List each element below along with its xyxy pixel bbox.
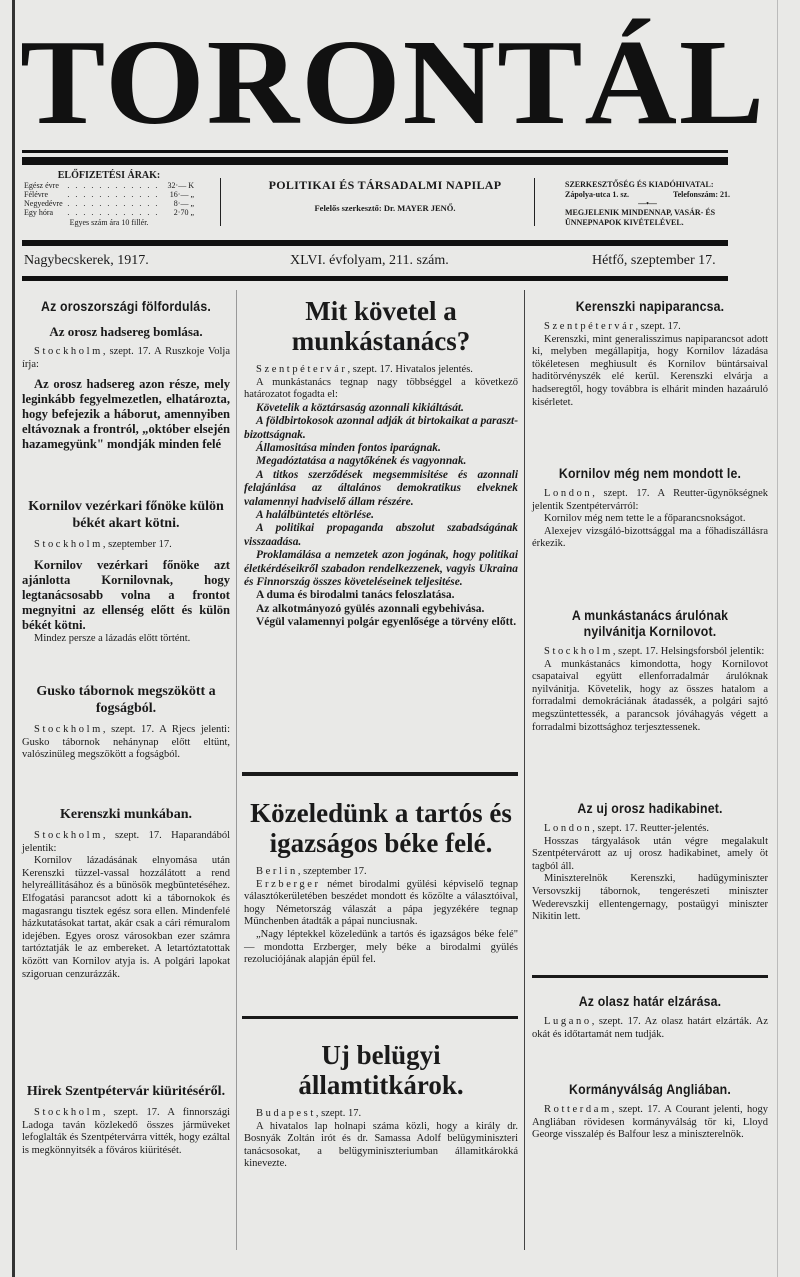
article-paragraph: [244, 603, 518, 616]
article-paragraph: [244, 1108, 518, 1121]
article-headline: Kornilov vezérkari főnöke külön békét akart kötni.: [28, 499, 224, 531]
dateline: Szentpétervár: [544, 321, 636, 332]
paragraph-text: , szept. 17.: [315, 1108, 362, 1119]
article-rule: [532, 975, 768, 978]
price-label: Egész évre: [24, 181, 59, 190]
price-label: Egy hóra: [24, 208, 54, 217]
article-headline: Uj belügyi államtitkárok.: [298, 1040, 464, 1100]
paragraph-text: , szeptember 17.: [297, 866, 367, 877]
article-paragraph: [244, 509, 518, 522]
dateline: London: [544, 823, 593, 834]
masthead-rule: [22, 150, 728, 153]
dateline: Rotterdam: [544, 1104, 612, 1115]
article: [532, 607, 768, 734]
article-paragraph: [244, 866, 518, 879]
paragraph-text: , szept. 17.: [635, 321, 681, 332]
leader-dots: . . . . . . . . . . . .: [67, 181, 160, 190]
price-value: 2·70 „: [173, 208, 194, 217]
page-edge: [12, 0, 15, 1277]
paragraph-text: , szept. 17. A Courant jelenti, hogy Angliában rövidesen kormányválság tör ki, Lloyd George visszalép és Balfour lesz a miniszterelnök.: [532, 1104, 768, 1141]
article-headline: Kerenszki munkában.: [60, 807, 192, 822]
article-paragraph: [244, 377, 518, 402]
prices-title: ELŐFIZETÉSI ÁRAK:: [57, 170, 161, 181]
price-row: [24, 199, 194, 208]
paragraph-text: , szept. 17. Haparandából jelentik:: [22, 830, 230, 854]
article-paragraph: [532, 488, 768, 513]
article-paragraph: [244, 929, 518, 967]
leader-dots: . . . . . . . . . . . .: [67, 208, 160, 217]
article: [22, 806, 230, 981]
article-paragraph: [244, 522, 518, 549]
paragraph-text: német birodalmi gyülési képviselő tegnap választókerületében beszédet mondott és közölte a választóival, hogy Németország válaszát a pápa jegyzékére tegnap Münchenben átadták a pápai nunciusnak.: [244, 878, 518, 928]
article-paragraph: [244, 402, 518, 415]
article-paragraph: [244, 549, 518, 589]
publication-schedule: MEGJELENIK MINDENNAP, VASÁR- ÉS ÜNNEPNAPOK KIVÉTELÉVEL.: [565, 208, 716, 227]
paragraph-text: A politikai propaganda abszolut szabadságának visszaadása.: [244, 522, 518, 548]
paragraph-text: A halálbüntetés eltörlése.: [256, 509, 375, 522]
article-headline: Kornilov még nem mondott le.: [558, 465, 742, 481]
paragraph-text: , szept. 17. Helsingsforsból jelentik:: [612, 646, 765, 657]
header-divider: [534, 178, 535, 226]
office-phone: Telefonszám: 21.: [672, 190, 730, 199]
issue-date: Hétfő, szeptember 17.: [592, 253, 716, 268]
paragraph-text: A titkos szerződések megsemmisitése és azonnali felajánlása az általános demokratikus elveknek valamennyi hadviselő állam részére.: [244, 468, 518, 508]
paragraph-text: Alexejev vizsgáló-bizottsággal ma a főhadiszállásra érkezik.: [532, 525, 768, 550]
dateline: Erzberger: [256, 878, 321, 890]
price-value: 16·— „: [169, 190, 194, 199]
paragraph-text: , szept. 17. Reutter-jelentés.: [592, 823, 709, 834]
article: [532, 993, 768, 1041]
article-paragraph: [532, 659, 768, 735]
article: [22, 1083, 230, 1157]
subscription-prices: [24, 170, 194, 228]
paragraph-text: Kornilov még nem tette le a főparancsnokságot.: [544, 513, 746, 525]
price-row: [24, 208, 194, 217]
paragraph-text: Megadóztatása a nagytőkének és vagyonnak.: [256, 455, 467, 468]
office-info: SZERKESZTŐSÉG ÉS KIADÓHIVATAL: Zápolya-utca 1. sz. Telefonszám: 21. —•— MEGJELENIK MINDENNAP, VASÁR- ÉS ÜNNEPNAPOK KIVÉTELÉVEL.: [565, 180, 730, 227]
article-paragraph: [22, 633, 230, 646]
article-headline: Hirek Szentpétervár kiüritéséről.: [26, 1084, 226, 1099]
article: [532, 465, 768, 551]
price-row: [24, 190, 194, 199]
article-paragraph: [244, 589, 518, 602]
paragraph-text: Kerenszki, mint generalisszimus napiparancsot adott ki, melyben megállapitja, hogy Kornilov lázadása tökéletesen meghiusult és Kornilov büntársaival haditörvényszék elé kerül. Kerenszki elvárja a hadseregtől, hogy továbbra is elhárit minden hazaáruló kisérletet.: [532, 333, 768, 408]
article-paragraph: [244, 469, 518, 509]
dateline: Berlin: [256, 866, 298, 877]
paragraph-text: Az alkotmányozó gyülés azonnali egybehivása.: [256, 602, 485, 615]
paragraph-text: , szept. 17. A Ruszkoje Volja írja:: [22, 346, 230, 370]
article-paragraph: [532, 873, 768, 923]
place-year: Nagybecskerek, 1917.: [24, 253, 149, 268]
dateline: Stockholm: [34, 346, 103, 357]
article-headline: Gusko tábornok megszökött a fogságból.: [36, 684, 216, 716]
leader-dots: . . . . . . . . . . . .: [67, 199, 160, 208]
dateline: Szentpétervár: [256, 364, 348, 375]
paragraph-text: Az orosz hadsereg azon része, mely leginkább fegyelmezetlen, elhatározta, hogy befejezik a háborut, amennyiben eltávoznak a frontról, „október elsején hazamegyünk" mondják minden felé: [22, 377, 230, 452]
article-paragraph: [22, 377, 230, 452]
price-row: [24, 181, 194, 190]
dateline: Stockholm: [34, 1107, 103, 1118]
article-headline: A munkástanács árulónak nyilvánitja Kornilovot.: [571, 607, 729, 639]
article-paragraph: [532, 526, 768, 551]
dateline: Stockholm: [34, 539, 103, 550]
header-divider: [220, 178, 221, 226]
article-paragraph: [22, 724, 230, 762]
article-paragraph: [532, 823, 768, 836]
paragraph-text: Államositása minden fontos iparágnak.: [256, 442, 441, 454]
article: [244, 798, 518, 967]
paragraph-text: A munkástanács kimondotta, hogy Kornilovot csapataival együtt ellenforradalmár árulóknak nyilvánitja. Követelik, hogy az összes hatalom a forradalmi demokráciának átadassék, a polgári sajtó megszüntettessék, a parancsok jóváhagyás végett a forradalmi bizottsághoz terjesztessenek.: [532, 658, 768, 733]
header-rule: [22, 240, 728, 246]
paragraph-text: Végül valamennyi polgár egyenlősége a törvény előtt.: [256, 616, 517, 629]
paragraph-text: A duma és birodalmi tanács feloszlatása.: [256, 589, 455, 602]
article: [22, 298, 230, 452]
price-value: 32·— K: [167, 181, 194, 190]
article: [22, 683, 230, 762]
header-rule-bottom: [22, 276, 728, 281]
article: [532, 800, 768, 924]
article-headline: Az olasz határ elzárása.: [578, 993, 722, 1009]
newspaper-subtitle: POLITIKAI ÉS TÁRSADALMI NAPILAP: [268, 178, 502, 192]
article-paragraph: [532, 646, 768, 659]
article-paragraph: [244, 415, 518, 442]
article: [244, 296, 518, 630]
single-issue-price: Egyes szám ára 10 fillér.: [69, 218, 149, 227]
article-paragraph: [22, 346, 230, 371]
article-paragraph: [22, 539, 230, 552]
volume-issue: XLVI. évfolyam, 211. szám.: [290, 253, 449, 268]
article-paragraph: [244, 455, 518, 468]
masthead-rule-thick: [22, 157, 728, 165]
paragraph-text: Követelik a köztársaság azonnali kikiáltását.: [256, 401, 464, 414]
column-divider: [236, 290, 237, 1250]
paragraph-text: Proklamálása a nemzetek azon jogának, hogy politikai életkérdéseikről szabadon rendelkezzenek, vagyis Ukraina és Finnország összes követeléseinek teljesitése.: [244, 549, 518, 589]
article: [532, 298, 768, 409]
article-rule: [242, 772, 518, 776]
paragraph-text: Kornilov lázadásának elnyomása után Kerenszki tüzzel-vassal hozzálátott a rend helyreállitásához és a bünösök megbüntetéséhez. Elfogatási parancsot adott ki a tábornokok és magasrangu tisztek egész sora ellen. Mindenfelé házkutatásokat tartat, akár csak a cári rémuralom idejében. Egyes orosz városokban ezer számra tartóztatják le az embereket. A letartóztatottak között van Kornilov atyja is. A polgári lapokat szigoruan cenzurázzák.: [22, 855, 230, 980]
article-paragraph: [22, 830, 230, 855]
paragraph-text: , szept. 17. A finnországi Ladoga taván közlekedő összes jármüveket lefoglalták és Szentpétervárra vitték, hogy ezáltal is megkönnyitsék a főváros kiüritését.: [22, 1107, 230, 1156]
office-address: Zápolya-utca 1. sz.: [565, 190, 629, 199]
paragraph-text: Mindez persze a lázadás előtt történt.: [34, 632, 191, 644]
price-value: 8·— „: [173, 199, 194, 208]
page-edge-right: [777, 0, 778, 1277]
paragraph-text: A munkástanács tegnap nagy többséggel a következő határozatot fogadta el:: [244, 376, 518, 401]
masthead-title: TORONTÁL: [20, 14, 767, 150]
article-subheadline: Az orosz hadsereg bomlása.: [49, 324, 203, 339]
dateline: Stockholm: [544, 646, 613, 657]
article-paragraph: [532, 321, 768, 334]
dateline: Budapest: [256, 1108, 316, 1119]
article: [244, 1040, 518, 1171]
article-paragraph: [244, 442, 518, 455]
article-headline: Közeledünk a tartós és igazságos béke felé.: [250, 798, 512, 858]
article-paragraph: [532, 836, 768, 874]
article-paragraph: [22, 855, 230, 981]
dateline: Lugano: [544, 1016, 592, 1027]
article-paragraph: [22, 1107, 230, 1157]
article-paragraph: [244, 364, 518, 377]
paragraph-text: , szept. 17. Az olasz határt elzárták. Az okát és időtartamát nem tudják.: [532, 1016, 768, 1040]
article-headline: Kormányválság Angliában.: [569, 1081, 731, 1097]
article-paragraph: [532, 1104, 768, 1142]
article-paragraph: [22, 558, 230, 633]
paragraph-text: A hivatalos lap holnapi száma közli, hogy a király dr. Bosnyák Zoltán irót és dr. Samassa Adolf belügyminiszteri tanácsosokat, a belügyminiszteriumban államitkárokká kinevezte.: [244, 1120, 518, 1170]
leader-dots: . . . . . . . . . . . .: [67, 190, 160, 199]
paragraph-text: „Nagy léptekkel közeledünk a tartós és igazságos béke felé" — mondotta Erzberger, mely béke a birodalmi gyülés rezoluciójának alapján épül fel.: [244, 928, 518, 966]
article-headline: Mit követel a munkástanács?: [291, 296, 471, 356]
price-label: Félévre: [24, 190, 48, 199]
article-headline: Kerenszki napiparancsa.: [575, 298, 725, 314]
dateline: Stockholm: [34, 724, 103, 735]
paragraph-text: Hosszas tárgyalások után végre megalakult Szentpétervárott az uj orosz hadikabinet, amely öt tagból áll.: [532, 835, 768, 872]
article-paragraph: [532, 513, 768, 526]
paragraph-text: A földbirtokosok azonnal adják át birtokaikat a paraszt-bizottságnak.: [244, 415, 518, 441]
article-paragraph: [532, 1016, 768, 1041]
article-paragraph: [244, 879, 518, 929]
article-rule: [242, 1016, 518, 1019]
price-label: Negyedévre: [24, 199, 63, 208]
article-headline: Az uj orosz hadikabinet.: [577, 800, 723, 816]
editor-line: Felelős szerkesztő: Dr. MAYER JENŐ.: [314, 203, 456, 213]
office-title: SZERKESZTŐSÉG ÉS KIADÓHIVATAL:: [565, 180, 714, 189]
article-paragraph: [244, 616, 518, 629]
article: [22, 498, 230, 645]
column-divider: [524, 290, 525, 1250]
paragraph-text: Miniszterelnök Kerenszki, hadügyminiszter Versovszkij tábornok, tengerészeti miniszter Wederevszkij ellentengernagy, postaügyi miniszter Nikitin lett.: [532, 873, 768, 923]
article-headline: Az oroszországi fölfordulás.: [41, 298, 211, 314]
article-paragraph: [532, 334, 768, 410]
dateline: Stockholm: [34, 830, 103, 841]
paragraph-text: , szeptember 17.: [102, 539, 172, 550]
paragraph-text: , szept. 17. A Rjecs jelenti: Gusko tábornok nehánynap előtt eltünt, valószinüleg megszökött a fogságból.: [22, 724, 230, 761]
dateline: London: [544, 488, 593, 499]
header-center: [240, 180, 530, 214]
paragraph-text: , szept. 17. Hivatalos jelentés.: [347, 364, 473, 375]
article: [532, 1081, 768, 1142]
paragraph-text: , szept. 17. A Reutter-ügynökségnek jelentik Szentpétervárról:: [532, 488, 768, 512]
paragraph-text: Kornilov vezérkari főnöke azt ajánlotta Kornilovnak, hogy legtanácsosabb volna a frontot megnyitni az ellenség előtt és külön békét kötni.: [22, 557, 230, 632]
article-paragraph: [244, 1121, 518, 1171]
